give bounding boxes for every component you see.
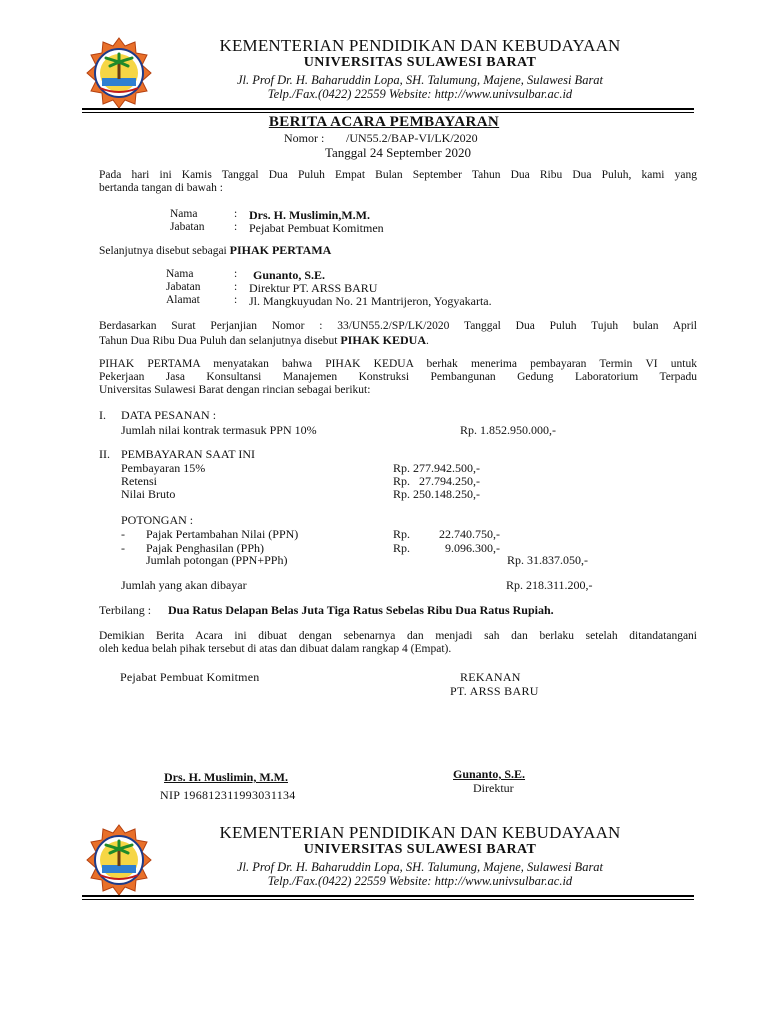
pembayaran-label: Pembayaran 15% xyxy=(121,461,206,475)
pihak-kedua-jabatan-label: Jabatan xyxy=(166,281,201,293)
university-name: UNIVERSITAS SULAWESI BARAT xyxy=(303,55,537,70)
ppn-bullet: - xyxy=(121,527,125,541)
nomor-label: Nomor : xyxy=(284,131,325,145)
penutup-line-1: Demikian Berita Acara ini dibuat dengan sebenarnya dan menjadi sah dan berlaku setelah ditandatangani xyxy=(99,630,697,642)
university-name: UNIVERSITAS SULAWESI BARAT xyxy=(303,842,537,857)
pihak-kedua-label: PIHAK KEDUA xyxy=(340,333,426,347)
opening-line-2: bertanda tangan di bawah : xyxy=(99,182,223,194)
kontrak-label: Jumlah nilai kontrak termasuk PPN 10% xyxy=(121,423,317,437)
left-signatory-role: Pejabat Pembuat Komitmen xyxy=(120,670,260,684)
letterhead-rule-thin xyxy=(82,112,694,113)
dibayar-value: Rp. 218.311.200,- xyxy=(506,578,593,592)
terbilang-label: Terbilang : xyxy=(99,603,152,617)
left-signatory-nip: NIP 196812311993031134 xyxy=(160,788,296,802)
document-date: Tanggal 24 September 2020 xyxy=(324,145,472,160)
university-address: Jl. Prof Dr. H. Baharuddin Lopa, SH. Talumung, Majene, Sulawesi Barat xyxy=(236,860,604,874)
university-contact: Telp./Fax.(0422) 22559 Website: http://www.univsulbar.ac.id xyxy=(267,874,573,888)
pph-bullet: - xyxy=(121,541,125,555)
pihak-pertama-statement-bold: PIHAK PERTAMA xyxy=(229,243,332,257)
letterhead-rule-thick xyxy=(82,895,694,897)
ppn-currency: Rp. xyxy=(393,527,411,541)
right-signatory-title: Direktur xyxy=(473,781,514,795)
pernyataan-line-3: Universitas Sulawesi Barat dengan rincian sebagai berikut: xyxy=(99,384,371,396)
right-signatory-name: Gunanto, S.E. xyxy=(453,767,526,781)
pihak-kedua-alamat-label: Alamat xyxy=(166,294,200,306)
nilai-bruto-label: Nilai Bruto xyxy=(121,487,176,501)
penutup-line-2: oleh kedua belah pihak tersebut di atas dan dibuat dalam rangkap 4 (Empat). xyxy=(99,643,452,655)
right-signatory-company: PT. ARSS BARU xyxy=(450,684,539,698)
pihak-pertama-jabatan-label: Jabatan xyxy=(170,221,205,233)
retensi-label: Retensi xyxy=(121,474,157,488)
section-1-heading: DATA PESANAN : xyxy=(121,408,217,422)
section-1-numeral: I. xyxy=(99,408,106,422)
pihak-kedua-nama-sep: : xyxy=(234,268,238,280)
pihak-pertama-jabatan-value: Pejabat Pembuat Komitmen xyxy=(249,221,384,235)
letterhead-bottom xyxy=(0,823,768,933)
pihak-kedua-alamat-sep: : xyxy=(234,294,238,306)
jumlah-potongan-value: Rp. 31.837.050,- xyxy=(507,553,588,567)
jumlah-potongan-label: Jumlah potongan (PPN+PPh) xyxy=(146,553,288,567)
pph-amount: 9.096.300,- xyxy=(445,541,500,555)
nomor-value: /UN55.2/BAP-VI/LK/2020 xyxy=(346,131,478,145)
pph-label: Pajak Penghasilan (PPh) xyxy=(146,541,264,555)
pihak-pertama-nama-value: Drs. H. Muslimin,M.M. xyxy=(249,208,370,222)
pph-currency: Rp. xyxy=(393,541,411,555)
letterhead-rule-thick xyxy=(82,108,694,110)
berdasarkan-line-2-text: Tahun Dua Ribu Dua Puluh dan selanjutnya disebut xyxy=(99,335,338,347)
left-signatory-name: Drs. H. Muslimin, M.M. xyxy=(164,770,288,784)
institution-name: KEMENTERIAN PENDIDIKAN DAN KEBUDAYAAN xyxy=(219,823,621,842)
section-2-numeral: II. xyxy=(99,447,110,461)
pihak-pertama-statement xyxy=(99,243,331,258)
opening-line-1: Pada hari ini Kamis Tanggal Dua Puluh Empat Bulan September Tahun Dua Ribu Dua Puluh, kami yang xyxy=(99,169,697,181)
section-2-heading: PEMBAYARAN SAAT INI xyxy=(121,447,256,461)
berdasarkan-line-1: Berdasarkan Surat Perjanjian Nomor : 33/UN55.2/SP/LK/2020 Tanggal Dua Puluh Tujuh bulan April xyxy=(99,320,697,332)
pihak-kedua-nama-label: Nama xyxy=(166,268,194,280)
university-address: Jl. Prof Dr. H. Baharuddin Lopa, SH. Talumung, Majene, Sulawesi Barat xyxy=(236,73,604,87)
pernyataan-line-2: Pekerjaan Jasa Konsultansi Manajemen Konstruksi Pembangunan Gedung Laboratorium Terpadu xyxy=(99,371,697,383)
ppn-amount: 22.740.750,- xyxy=(439,527,500,541)
terbilang-value: Dua Ratus Delapan Belas Juta Tiga Ratus Sebelas Ribu Dua Ratus Rupiah. xyxy=(168,603,554,617)
potongan-heading: POTONGAN : xyxy=(121,513,194,527)
pihak-kedua-jabatan-sep: : xyxy=(234,281,238,293)
berdasarkan-line-2 xyxy=(99,333,429,348)
pihak-kedua-nama-value: Gunanto, S.E. xyxy=(253,268,326,282)
university-emblem-icon xyxy=(82,823,156,897)
berdasarkan-line-2-end: . xyxy=(425,335,429,347)
institution-name: KEMENTERIAN PENDIDIKAN DAN KEBUDAYAAN xyxy=(219,36,621,55)
nilai-bruto-value: Rp. 250.148.250,- xyxy=(393,487,480,501)
retensi-value: Rp. 27.794.250,- xyxy=(393,474,480,488)
pembayaran-value: Rp. 277.942.500,- xyxy=(393,461,480,475)
pernyataan-line-1: PIHAK PERTAMA menyatakan bahwa PIHAK KEDUA berhak menerima pembayaran Termin VI untuk xyxy=(99,358,697,370)
university-emblem-icon xyxy=(82,36,156,110)
pihak-kedua-jabatan-value: Direktur PT. ARSS BARU xyxy=(249,281,378,295)
pihak-pertama-jabatan-sep: : xyxy=(234,221,238,233)
university-contact: Telp./Fax.(0422) 22559 Website: http://www.univsulbar.ac.id xyxy=(267,87,573,101)
dibayar-label: Jumlah yang akan dibayar xyxy=(121,578,247,592)
ppn-label: Pajak Pertambahan Nilai (PPN) xyxy=(146,527,299,541)
kontrak-value: Rp. 1.852.950.000,- xyxy=(460,423,556,437)
pihak-pertama-statement-prefix: Selanjutnya disebut sebagai xyxy=(99,245,227,257)
letterhead-rule-thin xyxy=(82,899,694,900)
pihak-pertama-nama-label: Nama xyxy=(170,208,198,220)
pihak-pertama-nama-sep: : xyxy=(234,208,238,220)
right-signatory-role: REKANAN xyxy=(460,670,521,684)
document-title: BERITA ACARA PEMBAYARAN xyxy=(268,114,500,130)
pihak-kedua-alamat-value: Jl. Mangkuyudan No. 21 Mantrijeron, Yogyakarta. xyxy=(249,294,492,308)
